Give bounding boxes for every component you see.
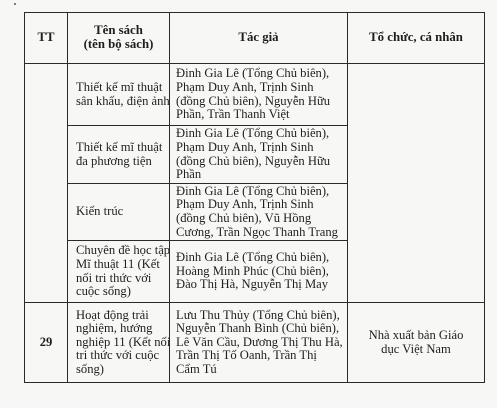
book-line: cuộc sống) xyxy=(76,284,131,299)
book-cell xyxy=(68,241,170,303)
author-line: Lê Văn Cầu, Dương Thị Thu Hà, xyxy=(176,334,343,349)
author-cell xyxy=(170,126,348,184)
tt-cell xyxy=(25,64,68,303)
book-line: nghiệp 11 (Kết nối xyxy=(76,334,171,349)
author-line: (đồng Chủ biên), Nguyễn Hữu xyxy=(176,93,331,108)
author-line: Lưu Thu Thủy (Tổng Chủ biên), xyxy=(176,307,340,322)
header-book-line-1: Tên sách xyxy=(94,23,143,38)
author-line: Nguyễn Thanh Bình (Chủ biên), xyxy=(176,321,340,336)
header-org: Tổ chức, cá nhân xyxy=(348,13,485,64)
author-line: Phần, Trần Thanh Việt xyxy=(176,107,290,122)
author-line: Đinh Gia Lê (Tổng Chủ biên), xyxy=(176,183,330,198)
book-line: sống) xyxy=(76,361,104,376)
table-row xyxy=(25,303,485,383)
book-line: tri thức với cuộc xyxy=(76,348,160,363)
book-line: Thiết kế mĩ thuật xyxy=(76,139,163,154)
author-line: Phạm Duy Anh, Trịnh Sinh xyxy=(176,197,314,212)
header-tt: TT xyxy=(25,13,68,64)
author-cell xyxy=(170,303,348,383)
header-author: Tác giả xyxy=(170,13,348,64)
author-line: Phần xyxy=(176,167,202,182)
book-cell xyxy=(68,184,170,241)
table-row xyxy=(25,64,485,126)
author-line: Đinh Gia Lê (Tổng Chủ biên), xyxy=(176,66,330,81)
book-line: Mĩ thuật 11 (Kết xyxy=(76,256,160,271)
book-line: Kiến trúc xyxy=(76,204,124,219)
book-cell xyxy=(68,64,170,126)
author-line: Phạm Duy Anh, Trịnh Sinh xyxy=(176,79,314,94)
author-line: Đinh Gia Lê (Tổng Chủ biên), xyxy=(176,250,330,265)
author-line: Cẩm Tú xyxy=(176,361,217,376)
book-line: sân khấu, điện ảnh xyxy=(76,93,170,108)
tt-cell: 29 xyxy=(25,303,68,383)
book-line: nối tri thức với xyxy=(76,270,152,285)
author-line: Cương, Trần Ngọc Thanh Trang xyxy=(176,224,338,239)
header-book xyxy=(68,13,170,64)
author-line: Hoàng Minh Phúc (Chủ biên), xyxy=(176,263,329,278)
book-line: nghiệm, hướng xyxy=(76,321,153,336)
author-line: Phạm Duy Anh, Trịnh Sinh xyxy=(176,139,314,154)
org-line: dục Việt Nam xyxy=(381,341,451,356)
book-cell xyxy=(68,303,170,383)
author-line: (đồng Chủ biên), Nguyễn Hữu xyxy=(176,153,331,168)
author-line: (đồng Chủ biên), Vũ Hồng xyxy=(176,211,312,225)
book-line: Thiết kế mĩ thuật xyxy=(76,79,163,94)
author-cell xyxy=(170,64,348,126)
textbook-table xyxy=(24,12,485,383)
author-line: Trần Thị Tố Oanh, Trần Thị xyxy=(176,348,317,363)
book-cell xyxy=(68,126,170,184)
org-cell xyxy=(348,303,485,383)
author-line: Đinh Gia Lê (Tổng Chủ biên), xyxy=(176,126,330,141)
org-cell xyxy=(348,64,485,303)
book-line: Chuyên đề học tập xyxy=(76,243,171,258)
book-line: Hoạt động trải xyxy=(76,307,149,322)
table-header-row xyxy=(25,13,485,64)
author-cell xyxy=(170,184,348,241)
scan-speck xyxy=(14,3,16,5)
org-line: Nhà xuất bản Giáo xyxy=(368,327,464,342)
header-book-line-2: (tên bộ sách) xyxy=(83,37,154,51)
author-line: Đào Thị Hà, Nguyễn Thị May xyxy=(176,277,329,292)
book-line: đa phương tiện xyxy=(76,153,152,168)
author-cell xyxy=(170,241,348,303)
